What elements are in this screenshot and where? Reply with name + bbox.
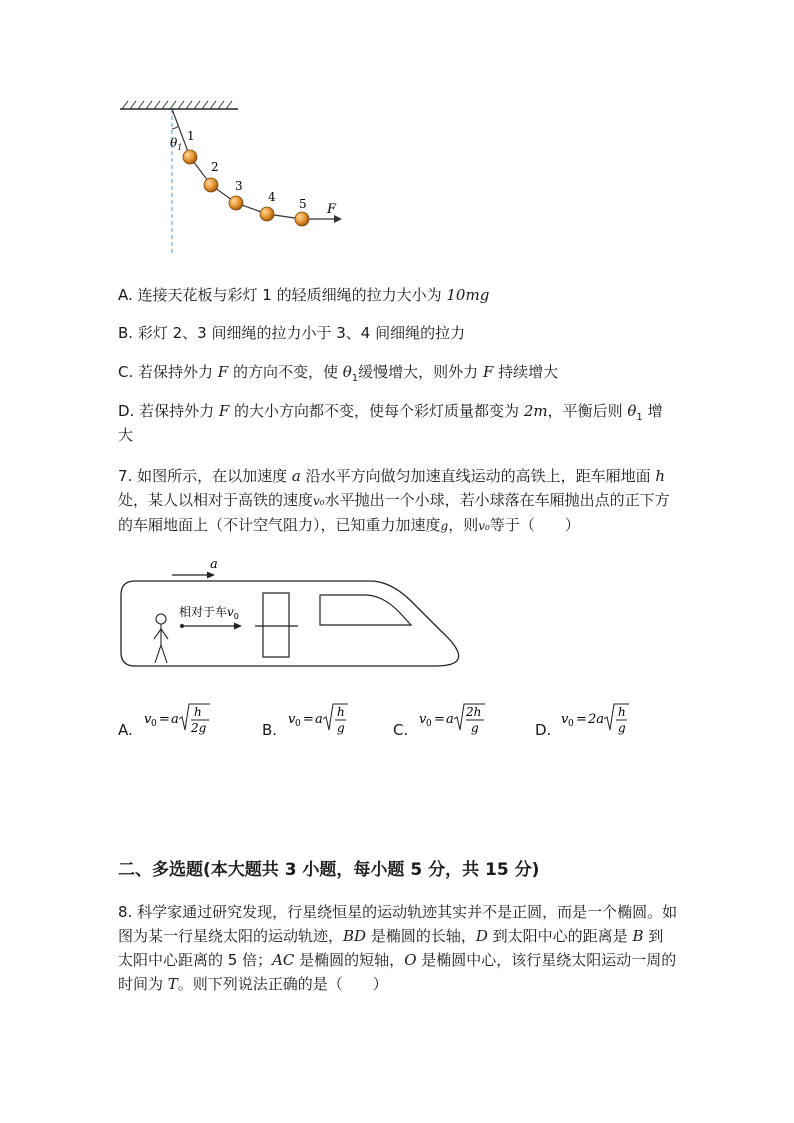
train-window: [320, 595, 411, 625]
q8-p6: 是椭圆中心，该行星绕太阳运动一周的时间为: [118, 951, 677, 993]
q6-option-d: [118, 399, 663, 430]
q6-d-p1: D. 若保持外力: [118, 402, 219, 420]
q6-d-p3: ，平衡后则: [547, 402, 628, 420]
svg-text:v: v: [144, 712, 152, 727]
svg-text:0: 0: [151, 719, 157, 729]
relative-label: 相对于车$v_0$: [179, 605, 239, 621]
lamp-label-4: 4: [268, 190, 276, 204]
train-figure: [115, 555, 470, 675]
lamps-figure: [110, 95, 360, 255]
q6-d-sub: 1: [636, 412, 643, 423]
svg-text:v: v: [288, 712, 296, 727]
svg-text:0: 0: [426, 719, 432, 729]
q8-stem: [118, 900, 678, 996]
q7-b-letter: B.: [262, 721, 278, 739]
force-label: F: [327, 202, 337, 217]
q7-stem: [118, 464, 678, 538]
q8-p4: 到太阳中心距离的 5 倍；: [118, 927, 664, 969]
q8-p3: 到太阳中心的距离是: [487, 927, 633, 945]
q8-T: T: [167, 975, 178, 993]
section-heading: 二、多选题(本大题共 3 小题，每小题 5 分，共 15 分): [118, 860, 540, 880]
svg-text:g: g: [618, 721, 626, 735]
theta-label: $\theta_1$: [170, 136, 183, 152]
svg-text:=: =: [303, 712, 314, 727]
q7-h: h: [655, 467, 666, 485]
q6-c-sub: 1: [351, 373, 359, 384]
q8-O: O: [404, 951, 417, 969]
svg-text:2a: 2a: [588, 712, 605, 727]
q6-option-d-line2: [118, 423, 133, 447]
accel-arrow-head: [207, 572, 215, 579]
q6-d-theta: θ: [627, 402, 637, 420]
q7-p6: 等于（ ）: [489, 516, 580, 534]
q8-BD: BD: [343, 927, 367, 945]
q6-c-p3: 缓慢增大，则外力: [358, 363, 483, 381]
lamp-label-2: 2: [211, 160, 219, 174]
q8-B: B: [632, 927, 644, 945]
q6-option-a: [118, 283, 489, 307]
q6-d-p2: 的大小方向都不变，使每个彩灯质量都变为: [229, 402, 524, 420]
q7-d-formula: [561, 702, 651, 742]
q7-a-formula: [144, 702, 224, 742]
svg-text:2g: 2g: [191, 721, 207, 735]
person-icon: [154, 614, 168, 663]
q7-c-letter: C.: [393, 721, 409, 739]
q7-a: a: [291, 467, 301, 485]
q6-c-p1: C. 若保持外力: [118, 363, 218, 381]
q7-p5: ，则: [448, 516, 479, 534]
v0-arrow-head: [234, 623, 242, 630]
q7-c-formula: [419, 702, 499, 742]
svg-text:g: g: [471, 721, 479, 735]
q8-p1: 8. 科学家通过研究发现，行星绕恒星的运动轨迹其实并不是正圆，而是一个椭圆。如图为某一行星绕太阳的运动轨迹，: [118, 903, 678, 945]
q7-v0: v₀: [313, 494, 325, 508]
svg-text:=: =: [434, 712, 445, 727]
q6-d-line2-text: 大: [118, 426, 134, 444]
q7-b-formula: [288, 702, 368, 742]
q6-option-c: [118, 360, 558, 391]
ceiling-hatch: [122, 101, 232, 109]
lamp-5: [295, 212, 309, 226]
train-door: [263, 593, 289, 657]
q6-d-F: F: [218, 402, 230, 420]
svg-text:2h: 2h: [466, 705, 482, 719]
svg-text:a: a: [315, 712, 323, 727]
q6-c-p4: 持续增大: [493, 363, 559, 381]
q6-c-p2: 的方向不变，使: [228, 363, 343, 381]
lamp-label-1: 1: [187, 129, 195, 143]
q6-option-b-text: B. 彩灯 2、3 间细绳的拉力小于 3、4 间细绳的拉力: [118, 324, 466, 342]
q7-a-letter: A.: [118, 721, 133, 739]
train-body: [121, 581, 459, 666]
q7-p2: 沿水平方向做匀加速直线运动的高铁上，距车厢地面: [300, 467, 656, 485]
angle-arc: [172, 126, 179, 129]
svg-text:=: =: [576, 712, 587, 727]
q7-d-letter: D.: [535, 721, 552, 739]
lamp-label-5: 5: [299, 197, 307, 211]
svg-text:0: 0: [295, 719, 301, 729]
q6-option-a-math: 10mg: [446, 286, 490, 304]
q6-c-F2: F: [482, 363, 494, 381]
lamp-label-3: 3: [235, 179, 243, 193]
lamp-2: [204, 178, 218, 192]
svg-text:a: a: [171, 712, 179, 727]
svg-text:=: =: [159, 712, 170, 727]
rope: [172, 109, 340, 219]
q8-p2: 是椭圆的长轴，: [366, 927, 476, 945]
svg-text:v: v: [419, 712, 427, 727]
q8-p7: 。则下列说法正确的是（ ）: [177, 975, 388, 993]
q7-g: g: [440, 519, 449, 533]
q6-option-b: [118, 321, 465, 345]
q6-option-a-text: A. 连接天花板与彩灯 1 的轻质细绳的拉力大小为: [118, 286, 447, 304]
q6-c-F: F: [217, 363, 229, 381]
q7-v0b: v₀: [478, 519, 490, 533]
q6-d-m: 2m: [523, 402, 548, 420]
svg-text:h: h: [618, 705, 626, 719]
svg-text:h: h: [194, 705, 202, 719]
q7-p3: 处，某人以相对于高铁的速度: [118, 491, 314, 509]
lamp-3: [229, 196, 243, 210]
lamp-1: [183, 150, 197, 164]
lamp-4: [260, 207, 274, 221]
q7-p4: 水平抛出一个小球，若小球落在车厢抛出点的正下方的车厢地面上（不计空气阻力），已知重力加速度: [118, 491, 670, 534]
q8-p5: 是椭圆的短轴，: [294, 951, 405, 969]
q6-c-theta: θ: [342, 363, 352, 381]
accel-label: a: [210, 557, 218, 572]
svg-text:g: g: [337, 721, 345, 735]
q6-d-p4: 增: [642, 402, 663, 420]
q8-D: D: [475, 927, 488, 945]
q8-AC: AC: [272, 951, 295, 969]
svg-text:v: v: [561, 712, 569, 727]
svg-text:a: a: [446, 712, 454, 727]
svg-text:h: h: [337, 705, 345, 719]
svg-text:0: 0: [568, 719, 574, 729]
q7-p1: 7. 如图所示，在以加速度: [118, 467, 292, 485]
